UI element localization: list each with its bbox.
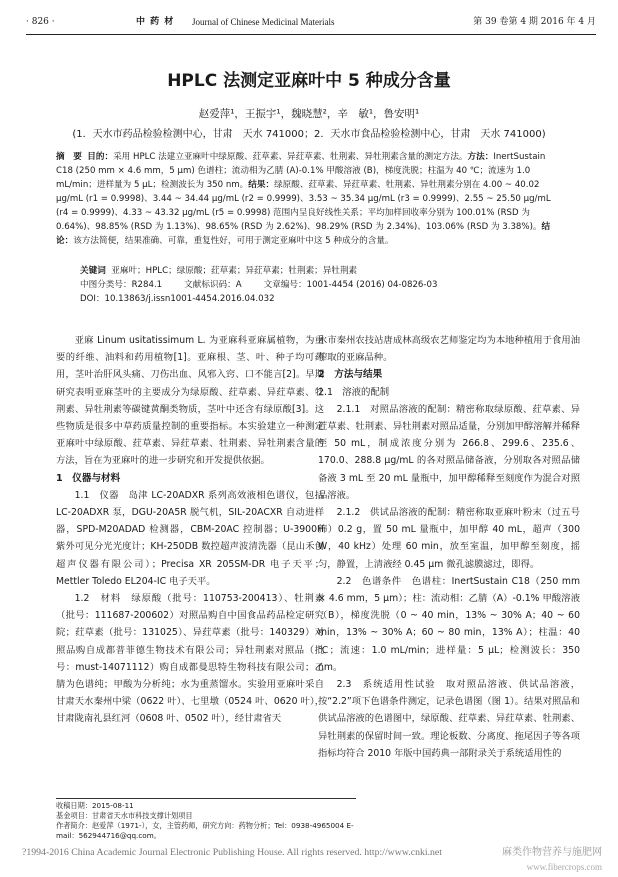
clc-value: R284.1 bbox=[131, 280, 163, 290]
objective-text: 采用 HPLC 法建立亚麻叶中绿原酸、荭草素、异荭草素、牡荆素、异牡荆素含量的测定方法。 bbox=[113, 152, 468, 162]
instruments-paragraph: 1.1 仪器 岛津 LC-20ADXR 系列高效液相色谱仪，包括 LC-20ADXR 泵，DGU-20A5R 脱气机，SIL-20ACXR 自动进样器，SPD-M20ADAD 检测器，CBM-20AC 控制器；U-3900H 紫外可见分光光度计；KH-250DB 数控超声波清洗器（昆山禾创超声仪器有限公司）；Precisa XR 205SM-DR 电子天平；Mettler Toledo EL204-IC 电子天平。 bbox=[56, 489, 324, 587]
chromatography-paragraph: 2.2 色谱条件 色谱柱：InertSustain C18（250 mm × 4.6 mm，5 μm）；柱：流动相：乙腈（A）-0.1% 甲酸溶液（B），梯度洗脱（0 ~ 40 min，13% ~ 30% A；40 ~ 60 min，13% ~ 30% A；60 ~ 80 min，13% A）；柱温：40 ℃；流速：1.0 mL/min；进样量：5 μL；检测波长：350 nm。 bbox=[318, 575, 580, 673]
articleno-label: 文章编号： bbox=[263, 280, 307, 290]
result-text: 绿原酸、荭草素、异荭草素、牡荆素、异牡荆素分别在 4.00 ~ 40.02 μg/mL (r1 = 0.9998)、3.44 ~ 34.44 μg/mL (r2 = 0.9999)、3.53 ~ 35.34 μg/mL (r3 = 0.9999)、2.55 ~ 25.50 μg/mL (r4 = 0.9999)、4.33 ~ 43.32 μg/mL (r5 = 0.9998) 范围内呈良好线性关系；平均加样回收率分别为 100.01% (RSD 为 0.64%)、98.85% (RSD 为 1.13%)、98.65% (RSD 为 2.62%)、98.29% (RSD 为 2.34%)、103.06% (RSD 为 3.38%)。 bbox=[56, 180, 551, 232]
left-column bbox=[56, 332, 324, 728]
doccode-label: 文献标识码： bbox=[184, 280, 236, 290]
keywords-label: 关键词 bbox=[80, 266, 106, 276]
continued-paragraph: 水市秦州农技站唐成林高级农艺师鉴定均为本地种植用于食用油榨取的亚麻品种。 bbox=[318, 335, 580, 364]
received-date: 收稿日期：2015-08-11 bbox=[56, 801, 134, 810]
affiliations: (1．天水市药品检验检测中心，甘肃 天水 741000；2．天水市食品检验检测中心，甘肃 天水 741000) bbox=[72, 129, 546, 140]
author-list: 赵爱萍¹，王振宇¹，魏晓慧²，辛 敏¹，鲁安明¹ bbox=[198, 108, 420, 120]
objective-label: 目的： bbox=[87, 152, 114, 162]
abstract-label: 摘 要 bbox=[56, 152, 82, 162]
materials-paragraph: 1.2 材料 绿原酸（批号：110753-200413）、牡荆素（批号：111687-200602）对照品购自中国食品药品检定研究院；荭草素（批号：131025）、异荭草素（批号：140329）对照品购自成都普菲德生物技术有限公司；异牡荆素对照品（批号：must-14071112）购自成都曼思特生物科技有限公司；乙腈为色谱纯；甲酸为分析纯；水为重蒸馏水。实验用亚麻叶采自甘肃天水秦州中梁（0622 叶）、七里墩（0524 叶、0620 叶），甘肃陇南礼县红河（0608 叶、0502 叶），经甘肃省天 bbox=[56, 593, 324, 725]
result-label: 结果： bbox=[248, 180, 275, 190]
doccode-value: A bbox=[235, 280, 242, 290]
conclusion-label: 结论： bbox=[56, 222, 551, 246]
page-number: · 826 · bbox=[26, 17, 55, 27]
keywords-row bbox=[80, 264, 560, 278]
paper-title: HPLC 法测定亚麻叶中 5 种成分含量 bbox=[167, 71, 451, 91]
classification-row bbox=[80, 278, 560, 292]
section-heading-1: 1 仪器与材料 bbox=[56, 472, 121, 484]
clc-label: 中图分类号： bbox=[80, 280, 132, 290]
running-header bbox=[26, 10, 596, 35]
article-metadata bbox=[80, 264, 560, 306]
watermark-url: www.fibercrops.com bbox=[526, 862, 602, 872]
copyright-line: ?1994-2016 China Academic Journal Electronic Publishing House. All rights reserved. http://www.cnki.net bbox=[22, 847, 443, 858]
author-bio: 作者简介：赵爱萍（1971-），女，主管药师，研究方向：药物分析；Tel：0938-4965004 E-mail：562944716@qq.com。 bbox=[56, 821, 354, 840]
method-label: 方法： bbox=[467, 152, 494, 162]
keywords: 亚麻叶；HPLC；绿原酸；荭草素；异荭草素；牡荆素；异牡荆素 bbox=[111, 266, 358, 276]
suitability-paragraph: 2.3 系统适用性试验 取对照品溶液、供试品溶液，按“2.2”项下色谱条件测定，记录色谱图（图 1）。结果对照品和供试品溶液的色谱图中，绿原酸、荭草素、异荭草素、牡荆素、异牡荆素的保留时间一致。理论板数、分离度、拖尾因子等各项指标均符合 2010 年版中国药典一部附录关于系统适用性的 bbox=[318, 679, 580, 759]
method-text: InertSustain C18 (250 mm × 4.6 mm，5 μm) 色谱柱；流动相为乙腈 (A)-0.1% 甲酸溶液 (B)，梯度洗脱；柱温为 40 ℃；流速为 1.0 mL/min；进样量为 5 μL；检测波长为 350 nm。 bbox=[56, 152, 546, 190]
fund-info: 基金项目：甘肃省天水市科技支撑计划项目 bbox=[56, 811, 193, 820]
page-footer bbox=[22, 843, 602, 872]
journal-name-cn: 中 药 材 bbox=[136, 17, 175, 27]
articleno-value: 1001-4454 (2016) 04-0826-03 bbox=[306, 280, 438, 290]
abstract bbox=[56, 150, 558, 248]
intro-paragraph: 亚麻 Linum usitatissimum L. 为亚麻科亚麻属植物，为重要的纤维、油料和药用植物[1]。亚麻根、茎、叶、种子均可药用，茎叶治肝风头痛、刀伤出血、风邪入窍、口不能言[2]。早期研究表明亚麻茎叶的主要成分为绿原酸、荭草素、异荭草素、牡荆素、异牡荆素等碳键黄酮类物质，茎叶中还含有绿原酸[3]。这些物质是很多中草药质量控制的重要指标。本实验建立一种测定亚麻叶中绿原酸、荭草素、异荭草素、牡荆素、异牡荆素含量的方法，旨在为亚麻叶的进一步研究和开发提供依据。 bbox=[56, 335, 324, 467]
conclusion-text: 该方法简便，结果准确、可靠，重复性好，可用于测定亚麻叶中这 5 种成分的含量。 bbox=[73, 236, 394, 246]
sample-solution-paragraph: 2.1.2 供试品溶液的配制：精密称取亚麻叶粉末（过五号筛）0.2 g，置 50 mL 量瓶中，加甲醇 40 mL，超声（300 W，40 kHz）处理 60 min，放至室温，加甲醇至刻度，摇匀，静置，上清液经 0.45 μm 微孔滤膜滤过，即得。 bbox=[318, 507, 580, 570]
doi-row: DOI：10.13863/j.issn1001-4454.2016.04.032 bbox=[80, 294, 275, 304]
volume-issue: 第 39 卷第 4 期 2016 年 4 月 bbox=[473, 17, 596, 27]
footnote bbox=[56, 798, 356, 841]
watermark-text: 麻类作物营养与施肥网 bbox=[502, 847, 602, 858]
journal-name-en: Journal of Chinese Medicinal Materials bbox=[192, 17, 335, 27]
right-column bbox=[318, 332, 580, 762]
subsection-heading-2-1: 2.1 溶液的配制 bbox=[318, 386, 390, 398]
section-heading-2: 2 方法与结果 bbox=[318, 369, 383, 381]
reference-solution-paragraph: 2.1.1 对照品溶液的配制：精密称取绿原酸、荭草素、异荭草素、牡荆素、异牡荆素对照品适量，分别加甲醇溶解并稀释至 50 mL，制成浓度分别为 266.8、299.6、235.6、170.0、288.8 μg/mL 的各对照品储备液，分别取各对照品储备液 3 mL 至 20 mL 量瓶中，加甲醇稀释至刻度作为混合对照品溶液。 bbox=[318, 403, 580, 501]
